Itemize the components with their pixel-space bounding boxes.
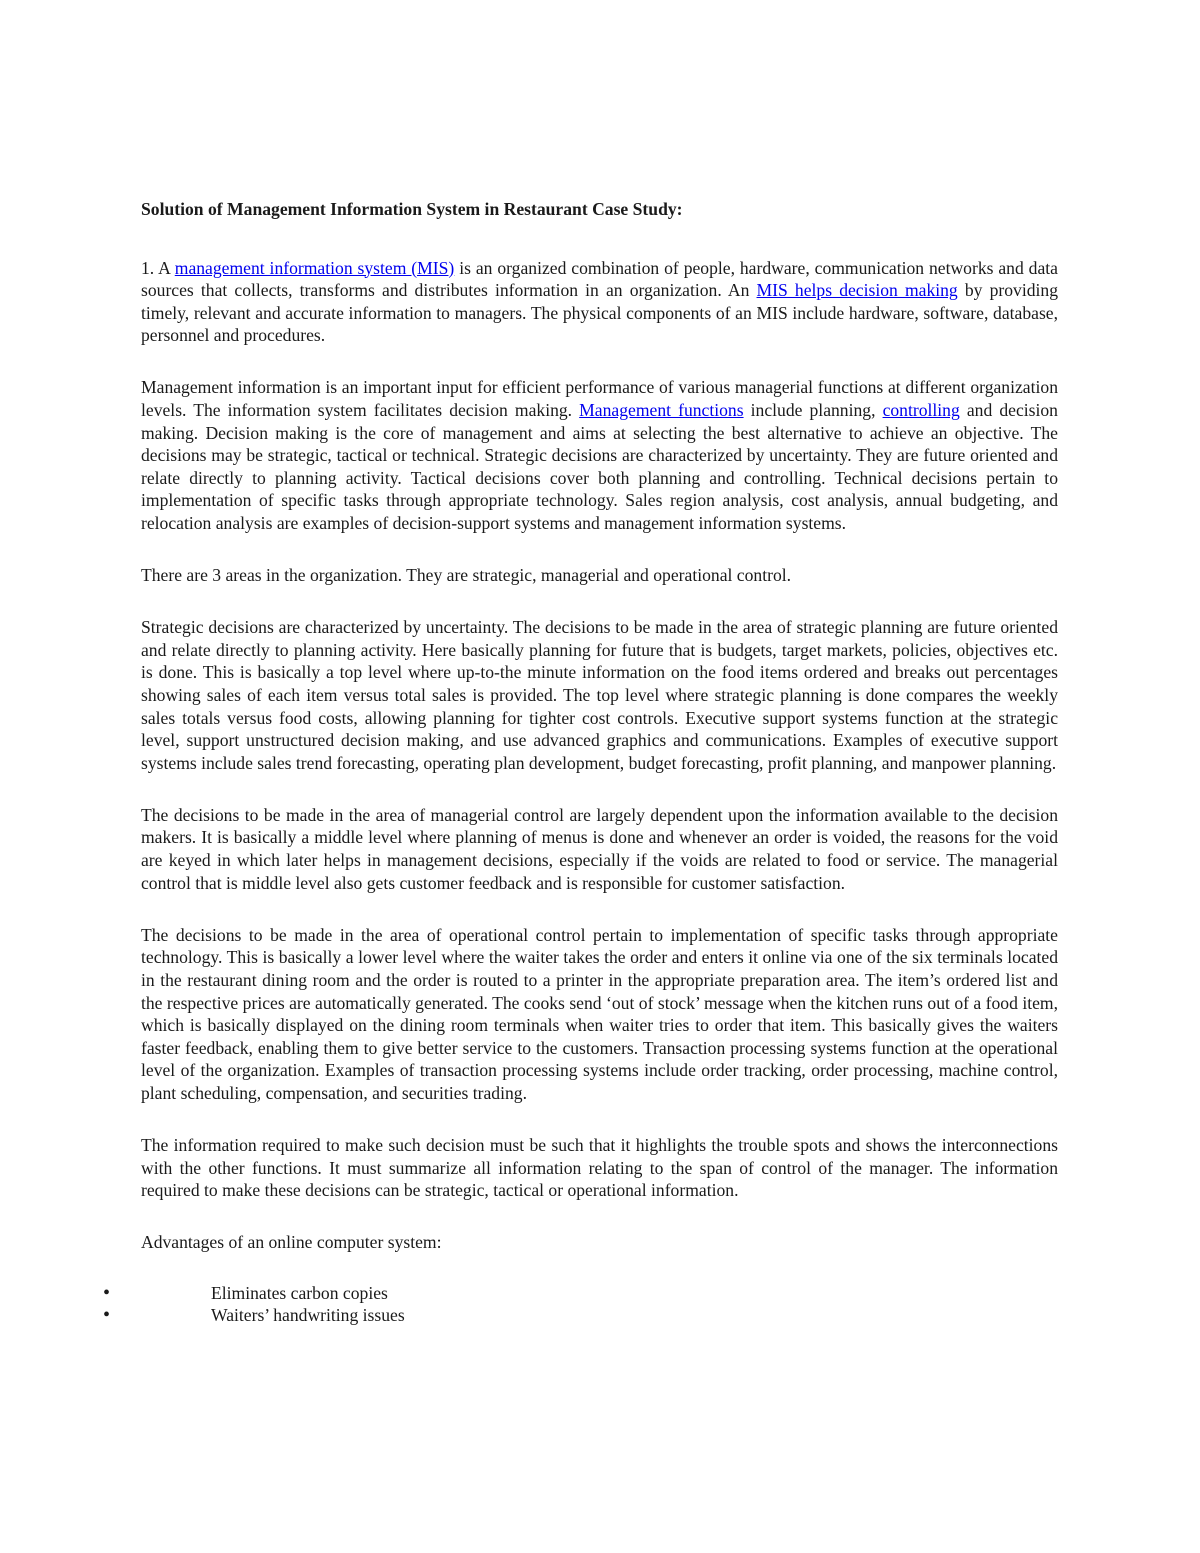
link-mis-helps-decision-making[interactable]: MIS helps decision making xyxy=(756,280,958,301)
list-item xyxy=(103,1281,1058,1305)
text: include planning, xyxy=(743,400,883,421)
text: is an organized combination of people, hardware, communication networks and data sources that collects, transforms and distributes information in an organization. An xyxy=(141,257,1058,301)
document-title: Solution of Management Information System in Restaurant Case Study: xyxy=(141,199,683,219)
list-item-text: Waiters’ handwriting issues xyxy=(211,1305,405,1326)
paragraph-management-information xyxy=(141,376,1058,534)
link-management-functions[interactable]: Management functions xyxy=(579,400,744,421)
list-item xyxy=(103,1304,1058,1327)
paragraph-advantages-heading: Advantages of an online computer system: xyxy=(141,1232,442,1253)
text: 1. A xyxy=(141,257,175,278)
link-management-information-system[interactable]: management information system (MIS) xyxy=(174,257,455,278)
document-page xyxy=(103,198,1058,1327)
list-item-text: Eliminates carbon copies xyxy=(211,1282,388,1303)
text: and decision making. Decision making is the core of management and aims at selecting the best alternative to achieve an objective. The decisions may be strategic, tactical or technical. Strategic decisions are characterized by uncertainty. They are future oriented and relate directly to planning activity. Tactical decisions cover both planning and controlling. Technical decisions pertain to implementation of specific tasks through appropriate technology. Sales region analysis, cost analysis, annual budgeting, and relocation analysis are examples of decision-support systems and management information systems. xyxy=(141,400,1058,534)
paragraph-strategic: Strategic decisions are characterized by uncertainty. The decisions to be made in the area of strategic planning are future oriented and relate directly to planning activity. Here basically planning for future that is budgets, target markets, policies, objectives etc. is done. This is basically a top level where up-to-the minute information on the food items ordered and breaks out percentages showing sales of each item versus total sales is provided. The top level where strategic planning is done compares the weekly sales totals versus food costs, allowing planning for tighter cost controls. Executive support systems function at the strategic level, support unstructured decision making, and use advanced graphics and communications. Examples of executive support systems include sales trend forecasting, operating plan development, budget forecasting, profit planning, and manpower planning. xyxy=(141,617,1058,773)
bullet-icon: • xyxy=(103,1281,111,1304)
paragraph-operational: The decisions to be made in the area of operational control pertain to implementation of specific tasks through appropriate technology. This is basically a lower level where the waiter takes the order and enters it online via one of the six terminals located in the restaurant dining room and the order is routed to a printer in the appropriate preparation area. The item’s ordered list and the respective prices are automatically generated. The cooks send ‘out of stock’ message when the kitchen runs out of a food item, which is basically displayed on the dining room terminals when waiter tries to order that item. This basically gives the waiters faster feedback, enabling them to give better service to the customers. Transaction processing systems function at the operational level of the organization. Examples of transaction processing systems include order tracking, order processing, machine control, plant scheduling, compensation, and securities trading. xyxy=(141,924,1058,1103)
advantages-list xyxy=(103,1281,1058,1327)
paragraph-mis-definition xyxy=(141,257,1058,347)
paragraph-three-areas: There are 3 areas in the organization. They are strategic, managerial and operational control. xyxy=(141,565,792,586)
paragraph-managerial: The decisions to be made in the area of managerial control are largely dependent upon the information available to the decision makers. It is basically a middle level where planning of menus is done and whenever an order is voided, the reasons for the void are keyed in which later helps in management decisions, especially if the voids are related to food or service. The managerial control that is middle level also gets customer feedback and is responsible for customer satisfaction. xyxy=(141,804,1058,893)
link-controlling[interactable]: controlling xyxy=(882,400,960,421)
text: Management information is an important input for efficient performance of various managerial functions at different organization levels. The information system facilitates decision making. xyxy=(141,377,1058,421)
text: by providing timely, relevant and accurate information to managers. The physical components of an MIS include hardware, software, database, personnel and procedures. xyxy=(141,280,1058,346)
bullet-icon: • xyxy=(103,1304,111,1327)
paragraph-information-required: The information required to make such decision must be such that it highlights the trouble spots and shows the interconnections with the other functions. It must summarize all information relating to the span of control of the manager. The information required to make these decisions can be strategic, tactical or operational information. xyxy=(141,1135,1058,1201)
